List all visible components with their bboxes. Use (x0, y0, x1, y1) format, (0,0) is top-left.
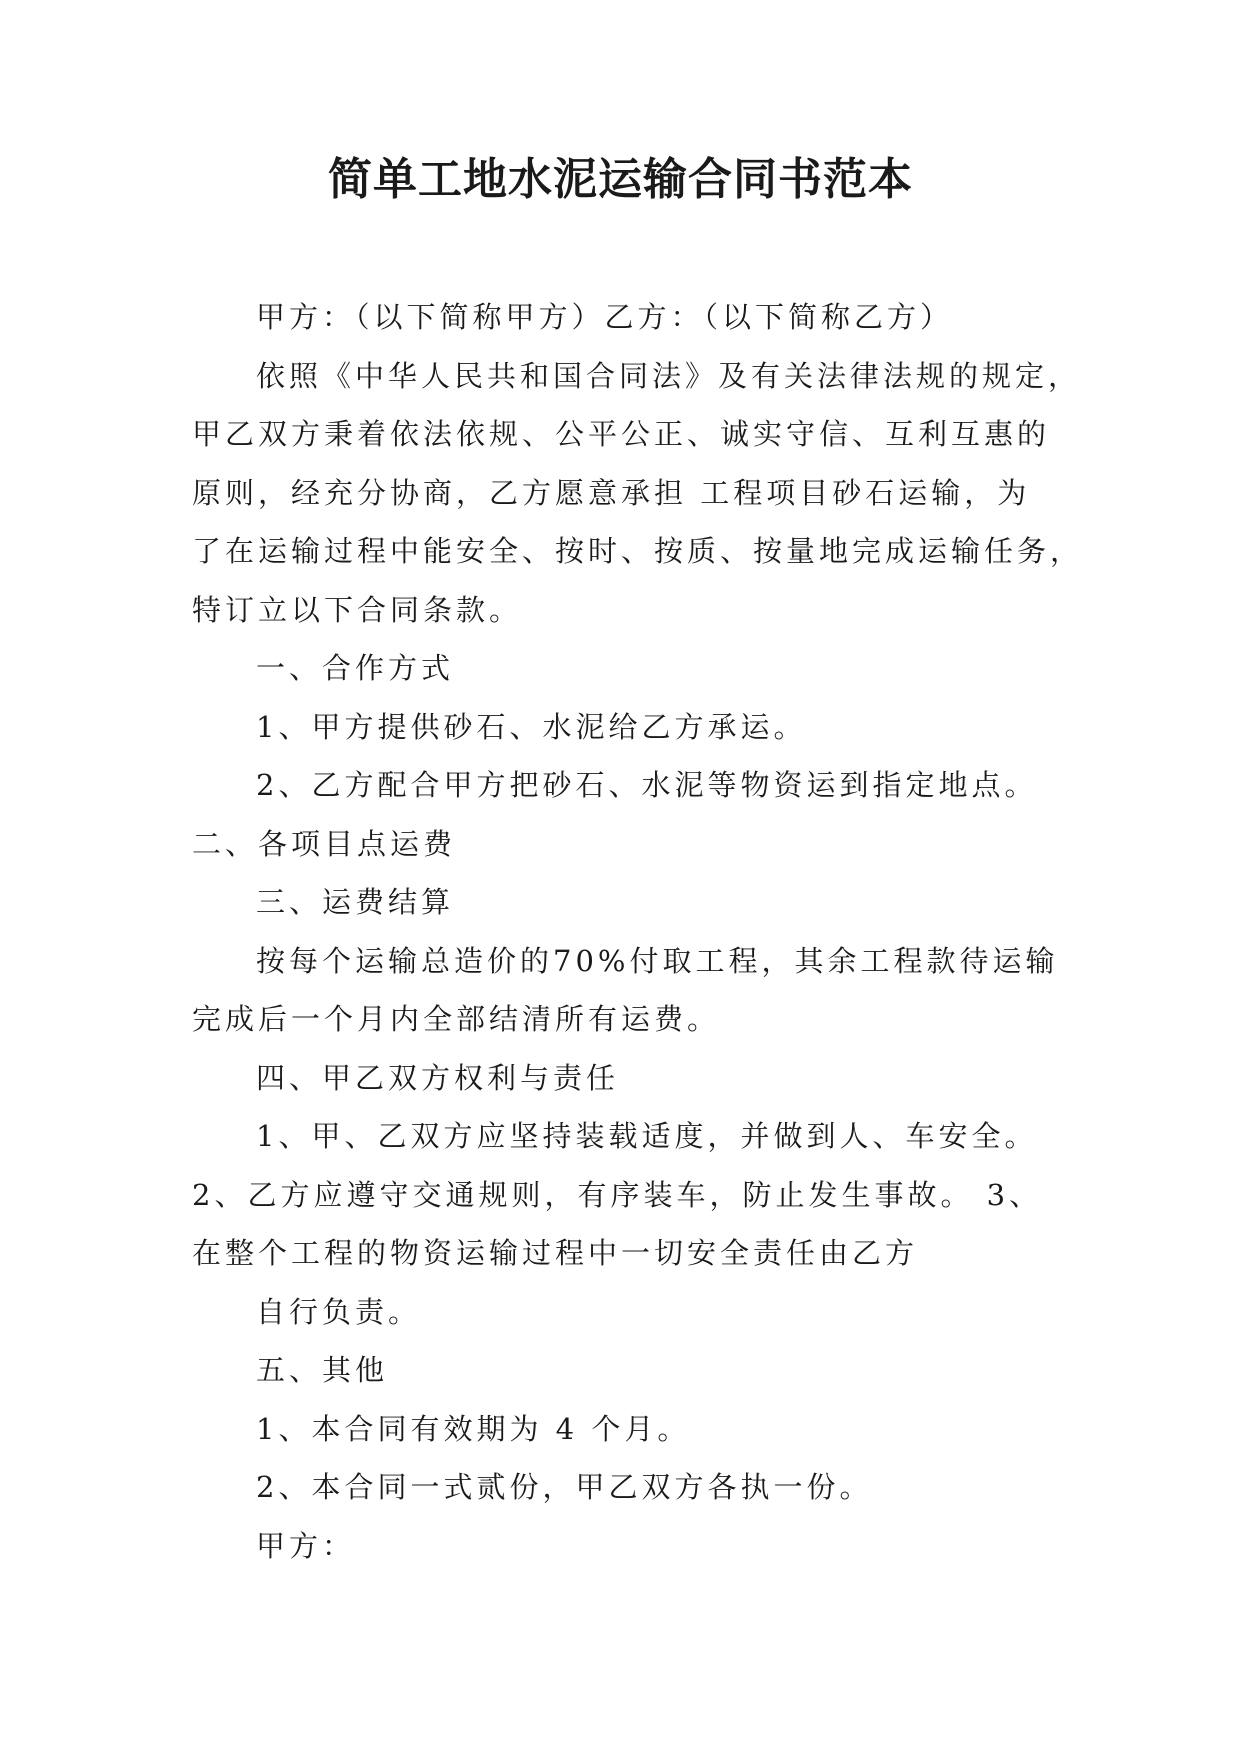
text-line: 甲方：（以下简称甲方）乙方：（以下简称乙方） (256, 300, 954, 334)
text-line: 了在运输过程中能安全、按时、按质、按量地完成运输任务， (192, 534, 1084, 568)
text-line: 自行负责。 (256, 1294, 422, 1329)
text-line: 2、乙方应遵守交通规则，有序装车，防止发生事故。 3、 (192, 1177, 1043, 1212)
document-body (192, 288, 1084, 1575)
text-line: 1、甲、乙双方应坚持装载适度，并做到人、车安全。 (256, 1119, 1038, 1153)
text-line: 2、乙方配合甲方把砂石、水泥等物资运到指定地点。 (256, 768, 1038, 802)
text-line: 五、其他 (256, 1353, 389, 1387)
text-line: 甲乙双方秉着依法依规、公平公正、诚实守信、互利互惠的 (192, 417, 1051, 451)
text-line: 完成后一个月内全部结清所有运费。 (192, 1002, 721, 1036)
text-line: 1、甲方提供砂石、水泥给乙方承运。 (256, 709, 807, 744)
text-line: 特订立以下合同条款。 (192, 592, 523, 627)
text-line: 四、甲乙双方权利与责任 (256, 1060, 620, 1095)
text-line: 按每个运输总造价的70%付取工程，其余工程款待运输 (256, 943, 1059, 978)
text-line: 依照《中华人民共和国合同法》及有关法律法规的规定， (256, 358, 1082, 393)
text-line: 一、合作方式 (256, 651, 455, 685)
text-line: 原则，经充分协商，乙方愿意承担 工程项目砂石运输，为 (192, 475, 1031, 510)
document-title: 简单工地水泥运输合同书范本 (328, 154, 913, 205)
text-line: 甲方： (256, 1528, 356, 1563)
text-line: 三、运费结算 (256, 885, 455, 919)
text-line: 在整个工程的物资运输过程中一切安全责任由乙方 (192, 1236, 919, 1270)
text-line: 二、各项目点运费 (192, 826, 457, 861)
text-line: 2、本合同一式贰份，甲乙双方各执一份。 (256, 1470, 873, 1504)
text-line: 1、本合同有效期为 4 个月。 (256, 1411, 691, 1446)
